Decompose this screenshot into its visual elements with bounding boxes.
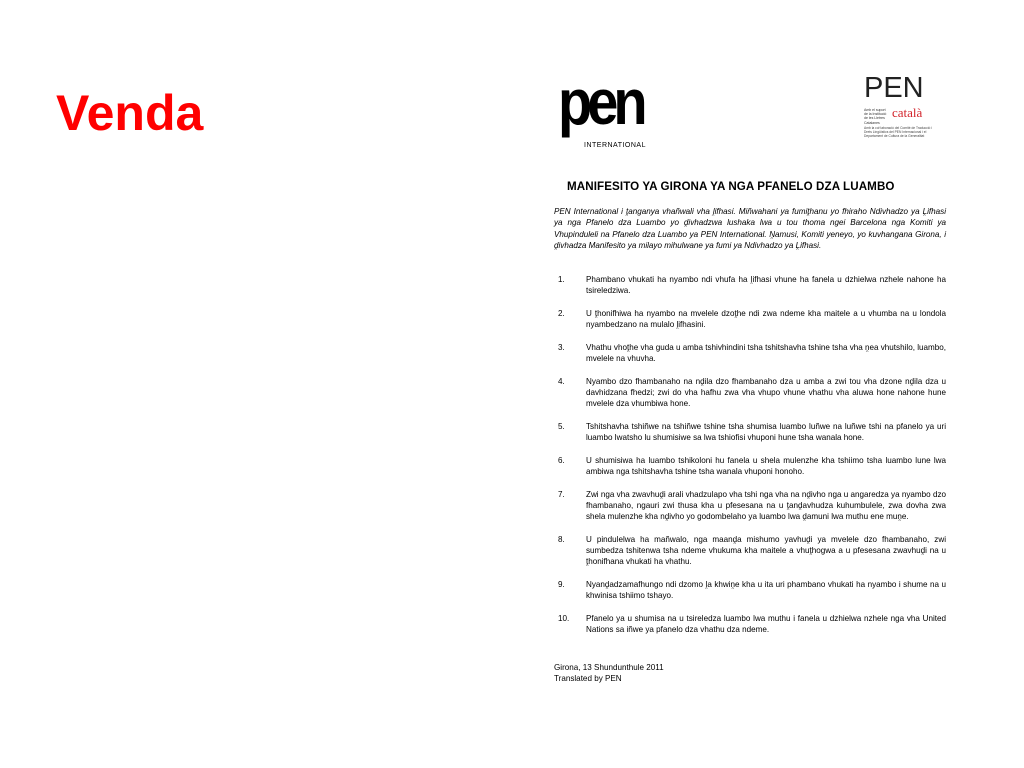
pen-international-logo-word: pen	[558, 65, 643, 138]
article-number: 9.	[558, 580, 565, 590]
pen-catala-support-text: Amb el suport de la Institució de les Lletres Catalanes	[864, 108, 887, 125]
article-item	[554, 342, 946, 365]
article-text: U shumisiwa ha luambo tshikoloni hu fanela u shela mulenzhe kha tshiimo tsha luambo lune lwa ambiwa nga tshitshavha tshine tsha wanala vhuponi honoho.	[586, 455, 946, 477]
article-text: Vhathu vhoṱhe vha guda u amba tshivhindini tsha tshitshavha tshine tsha vha ṋea vhutshilo, luambo, mvelele na vhuvha.	[586, 342, 946, 364]
pen-catala-logo	[864, 74, 944, 144]
article-item	[554, 455, 946, 478]
article-item	[554, 421, 946, 444]
article-text: Zwi nga vha zwavhuḓi arali vhadzulapo vha tshi nga vha na nḓivho nga u angaredza ya nyambo dzo fhambanaho, ngauri zwi thusa kha u pfesesana na u ṱanḓavhudza kuhumbulele, zwa dovha zwa shela mulenzhe kha nḓivho yo godombelaho ya luambo lwa ḓamuni lwa muthu ene muṋe.	[586, 489, 946, 522]
document-title: MANIFESITO YA GIRONA YA NGA PFANELO DZA LUAMBO	[567, 180, 895, 193]
footer-translated-by: Translated by PEN	[554, 674, 622, 684]
slide-title: Venda	[56, 85, 204, 141]
pen-international-logo-subtitle: INTERNATIONAL	[584, 142, 646, 149]
article-text: Pfanelo ya u shumisa na u tsireledza luambo lwa muthu i fanela u dzhielwa nzhele nga vha United Nations sa iñwe ya pfanelo dza vhathu dza ndeme.	[586, 613, 946, 635]
footer-place-date: Girona, 13 Shundunthule 2011	[554, 663, 664, 672]
article-item	[554, 376, 946, 410]
article-text: Tshitshavha tshiñwe na tshiñwe tshine tsha shumisa luambo luñwe na luñwe tshi na pfanelo ya uri luambo lwatsho lu shumisiwe sa lwa tshiofisi vhuponi hune tsha wanala hone.	[586, 421, 946, 443]
pen-catala-logo-sub: català	[892, 105, 923, 120]
article-number: 6.	[558, 455, 565, 465]
article-item	[554, 534, 946, 568]
manifesto-document	[530, 62, 960, 702]
article-number: 5.	[558, 421, 565, 431]
article-item	[554, 274, 946, 297]
article-item	[554, 613, 946, 636]
article-number: 1.	[558, 275, 565, 284]
pen-catala-logo-word: PEN	[864, 72, 924, 104]
article-text: Phambano vhukati ha nyambo ndi vhufa ha ḽifhasi vhune ha fanela u dzhielwa nzhele nahone ha tsireledziwa.	[586, 275, 946, 296]
document-intro: PEN International i ṱanganya vhañwali vha ḽifhasi. Miñwahani ya fumiṱhanu yo fhiraho Ndivhadzo ya Ḽifhasi ya nga Pfanelo dza Luambo yo ḓivhadzwa lushaka lwa u tou thoma ngei Barcelona nga Komiti ya Vhupinduleli na Pfanelo dza Luambo ya PEN International. Ṋamusi, Komiti yeneyo, yo kuvhangana Girona, i ḓivhadza Manifesito ya milayo mihulwane ya fumi ya Ndivhadzo ya Ḽifhasi.	[554, 207, 946, 250]
article-text: Nyambo dzo fhambanaho na nḓila dzo fhambanaho dza u amba a zwi tou vha dzone nḓila dza u davhidzana fhedzi; zwi do vha hafhu zwa vha vhupo vhune vhathu vha aluwa hone nahone hune mvelele dza vhumbiwa hone.	[586, 376, 946, 409]
article-number: 4.	[558, 376, 565, 386]
pen-catala-fine-print: Amb la col·laboració del Comitè de Traducció i Drets Lingüístics del PEN Internacional i el Departament de Cultura de la Generalitat	[864, 126, 932, 139]
article-number: 8.	[558, 534, 565, 544]
article-number: 10.	[558, 613, 570, 623]
document-footer	[554, 662, 664, 685]
article-item	[554, 308, 946, 331]
pen-international-logo	[558, 65, 668, 152]
article-number: 2.	[558, 308, 565, 318]
article-item	[554, 489, 946, 523]
article-item	[554, 579, 946, 602]
article-list	[554, 274, 946, 647]
article-text: Nyanḓadzamafhungo ndi dzomo ḽa khwiṋe kha u ita uri phambano vhukati ha nyambo i shume na u khwinisa tshiimo tshayo.	[586, 580, 946, 601]
article-number: 7.	[558, 489, 565, 499]
article-text: U ṱhonifhiwa ha nyambo na mvelele dzoṱhe ndi zwa ndeme kha maitele a u vhumba na u londola nyambedzano na mulalo ḽifhasini.	[586, 308, 946, 330]
article-text: U pindulelwa ha mañwalo, nga maanḓa mishumo yavhuḓi ya mvelele dzo fhambanaho, zwi sumbedza tshitenwa tsha ndeme vhukuma kha maitele a vhuṱhogwa a u pfesesana zwavhuḓi na u ṱhonifhana vhukati ha vhathu.	[586, 534, 946, 567]
article-number: 3.	[558, 342, 565, 352]
